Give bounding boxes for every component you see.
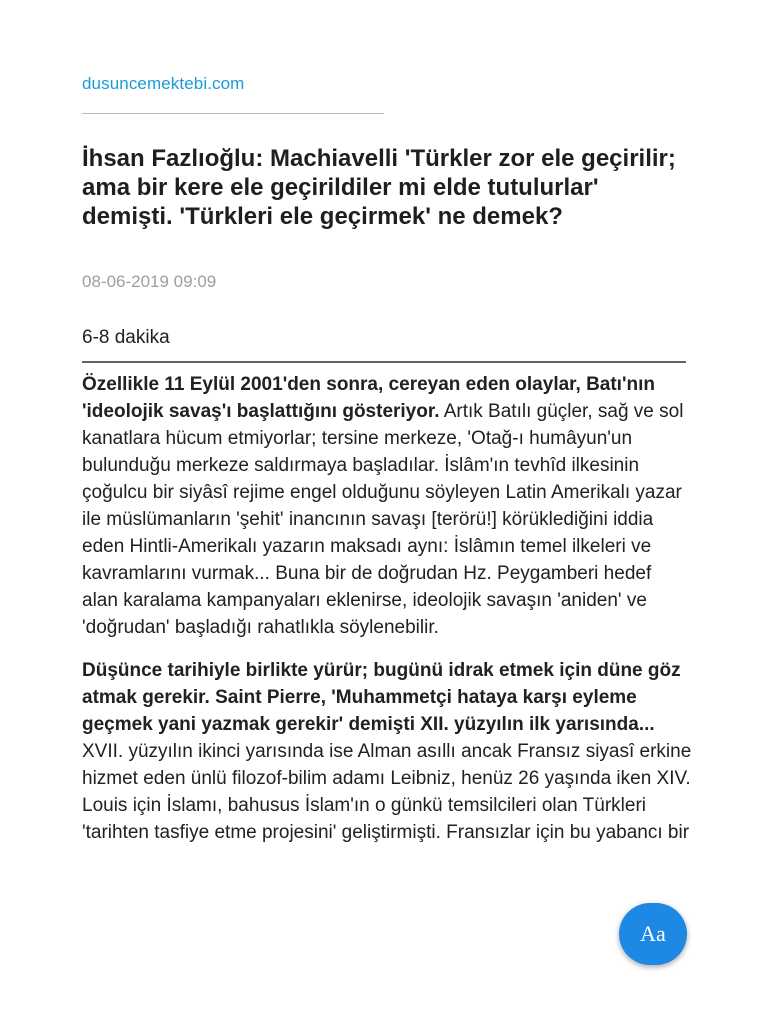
- article-body: [82, 371, 692, 862]
- paragraph-1: [82, 371, 692, 641]
- font-size-button[interactable]: Aa: [619, 903, 687, 965]
- paragraph-2-text: XVII. yüzyılın ikinci yarısında ise Alman asıllı ancak Fransız siyasî erkine hizmet eden ünlü filozof-bilim adamı Leibniz, henüz 26 yaşında iken XIV. Louis için İslamı, bahusus İslam'ın o günkü temsilcileri olan Türkleri 'tarihten tasfiye etme projesini' geliştirmişti. Fransızlar için bu yabancı bir: [82, 741, 692, 843]
- site-link[interactable]: dusuncemektebi.com: [82, 74, 245, 93]
- site-divider: [82, 113, 384, 114]
- read-time: 6-8 dakika: [82, 327, 170, 348]
- article-title: İhsan Fazlıoğlu: Machiavelli 'Türkler zor ele geçirilir; ama bir kere ele geçirildiler mi elde tutulurlar' demişti. 'Türkleri ele geçirmek' ne demek?: [82, 145, 676, 230]
- paragraph-1-text: Artık Batılı güçler, sağ ve sol kanatlara hücum etmiyorlar; tersine merkeze, 'Otağ-ı humâyun'un bulunduğu merkeze saldırmaya başladılar. İslâm'ın tevhîd ilkesinin çoğulcu bir siyâsî rejime engel olduğunu söyleyen Latin Amerikalı yazar ile müslümanların 'şehit' inancının savaşı [terörü!] körüklediğini iddia eden Hintli-Amerikalı yazarın maksadı aynı: İslâmın temel ilkeleri ve kavramlarını vurmak... Buna bir de doğrudan Hz. Peygamberi hedef alan karalama kampanyaları eklenirse, ideolojik savaşın 'aniden' ve 'doğrudan' başladığı rahatlıkla söylenebilir.: [82, 401, 684, 638]
- paragraph-1-lead: Özellikle 11 Eylül 2001'den sonra, cereyan eden olaylar, Batı'nın 'ideolojik savaş'ı başlattığını gösteriyor.: [82, 374, 655, 422]
- paragraph-2: [82, 657, 692, 846]
- content-divider: [82, 361, 686, 363]
- paragraph-2-lead: Düşünce tarihiyle birlikte yürür; bugünü idrak etmek için düne göz atmak gerekir. Saint Pierre, 'Muhammetçi hataya karşı eyleme geçmek yani yazmak gerekir' demişti XII. yüzyılın ilk yarısında...: [82, 660, 681, 735]
- article-date: 08-06-2019 09:09: [82, 272, 217, 291]
